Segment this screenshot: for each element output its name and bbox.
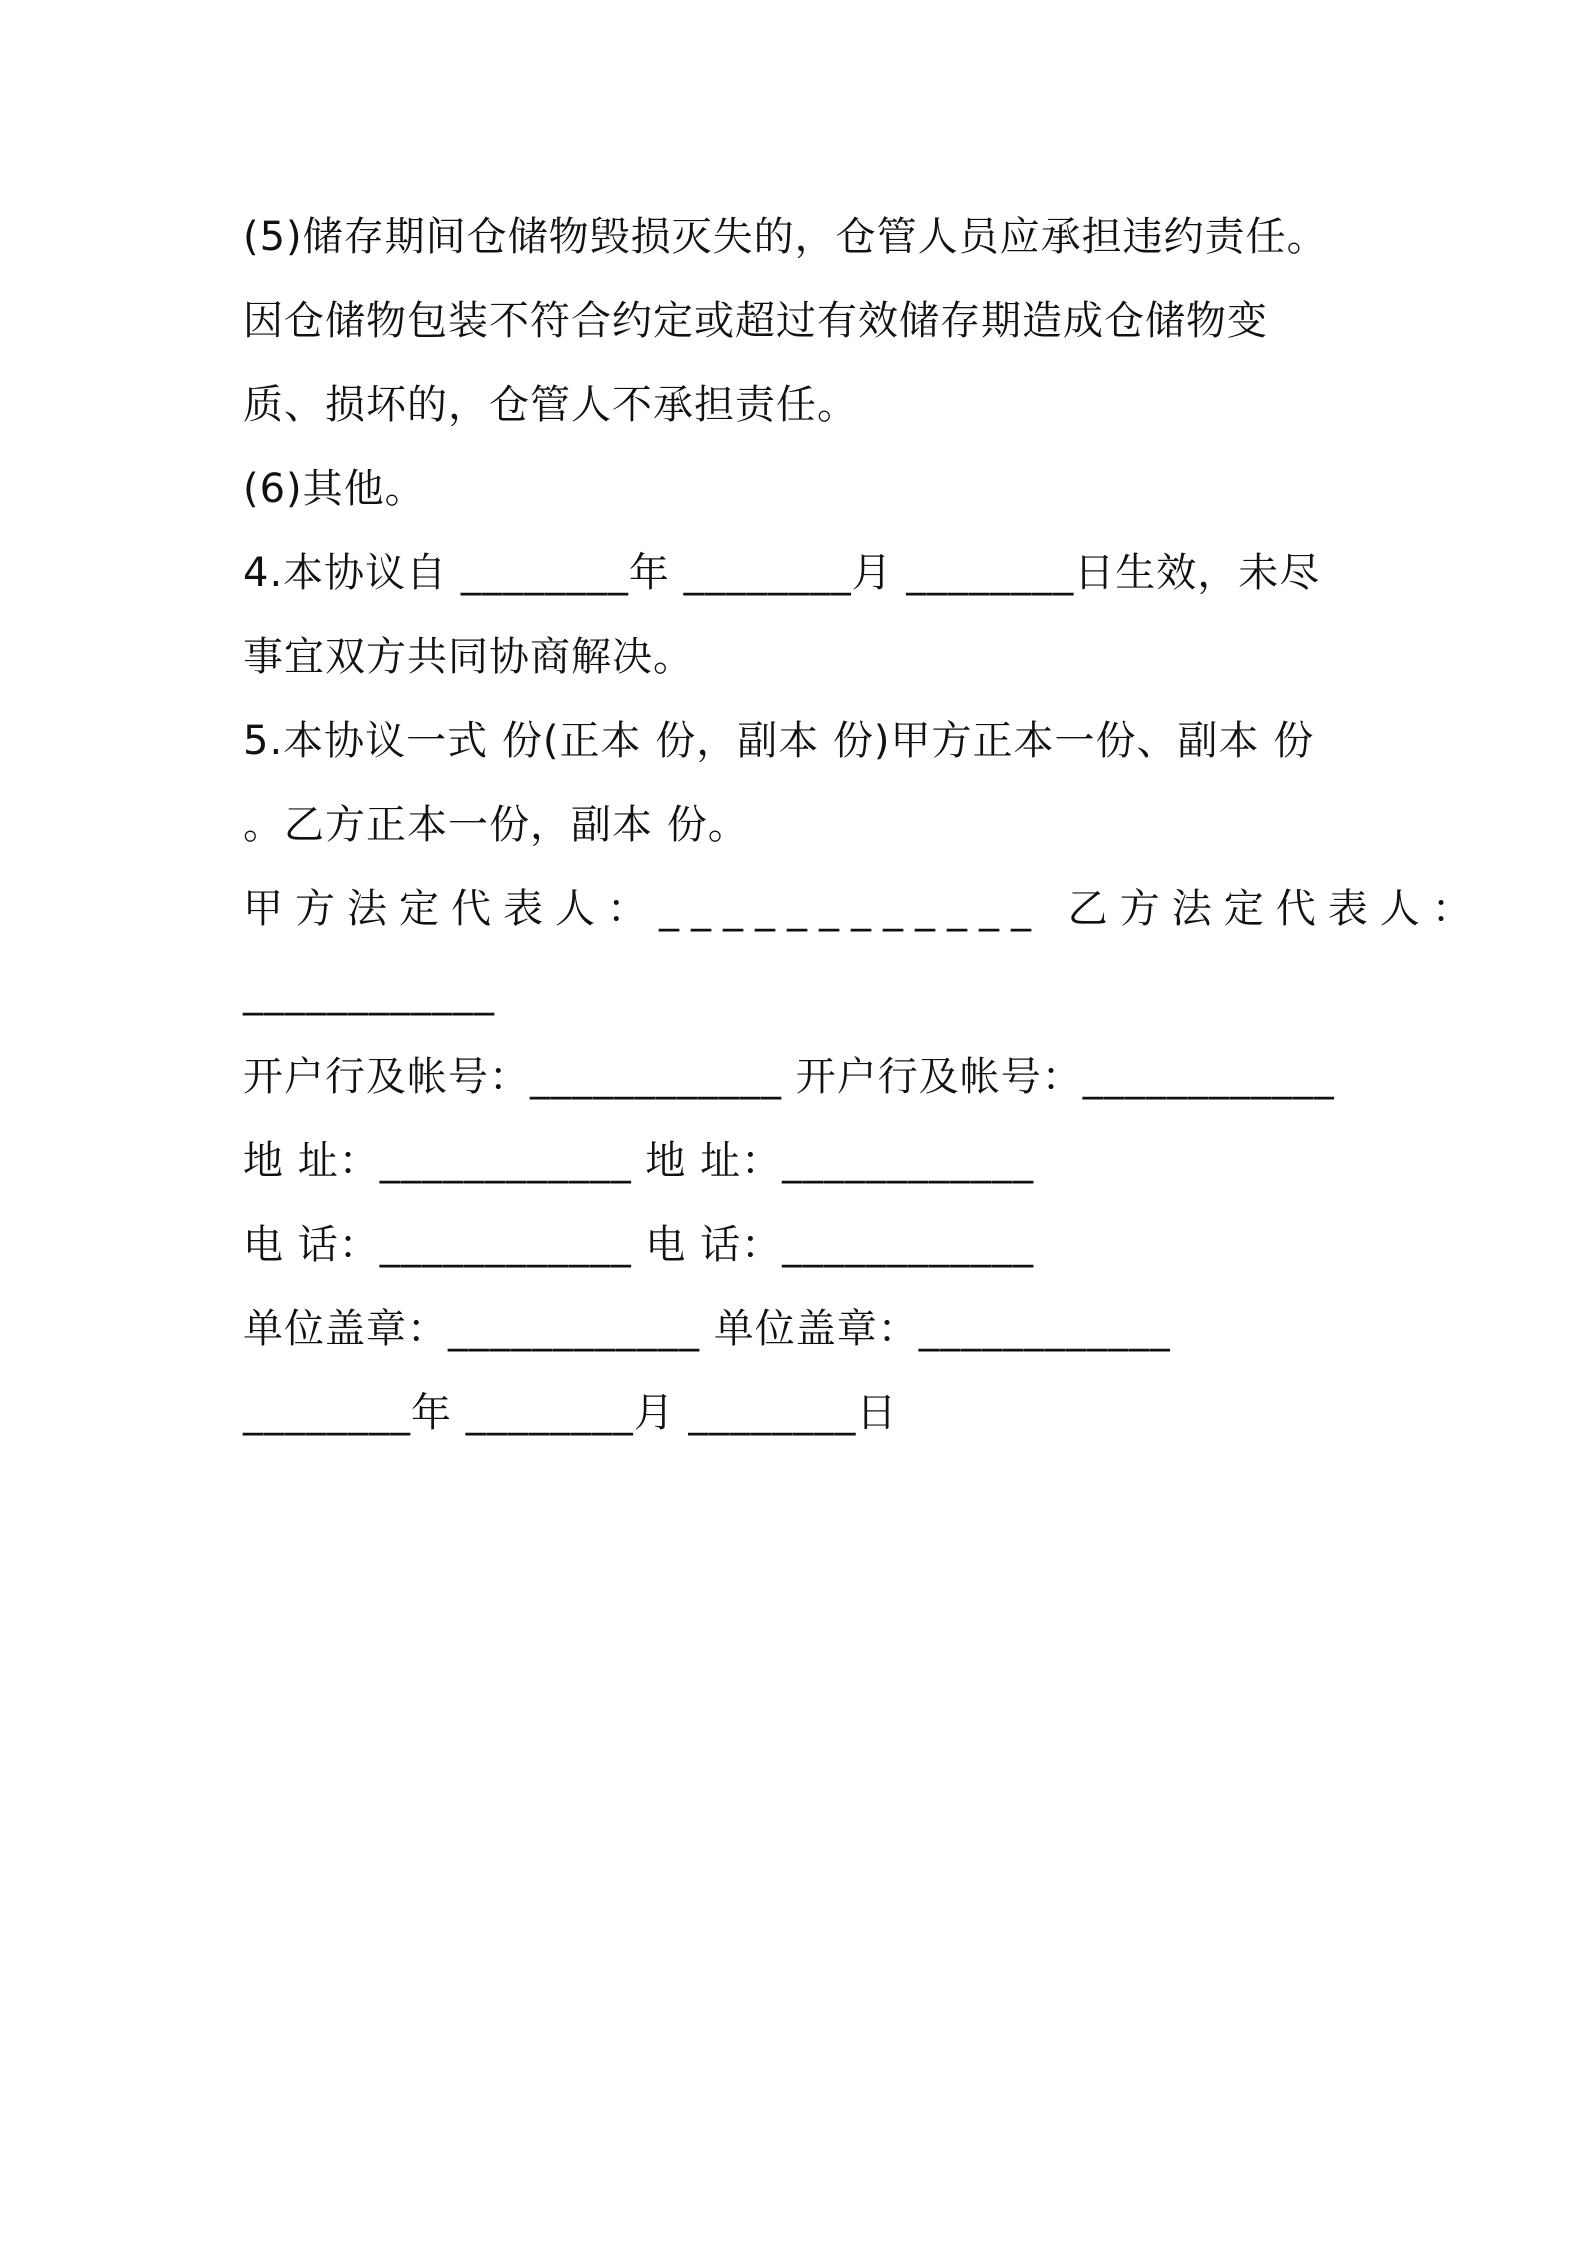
address-line: 地 址：____________ 地 址：____________: [243, 1138, 1035, 1184]
clause-5-5-line-1: (5)储存期间仓储物毁损灭失的，仓管人员应承担违约责任。: [243, 214, 1328, 260]
seal-line: 单位盖章：____________ 单位盖章：____________: [243, 1306, 1171, 1352]
clause-4-line-2: 事宜双方共同协商解决。: [243, 634, 694, 680]
clause-5-line-2: 。乙方正本一份，副本 份。: [243, 802, 749, 848]
document-body: [243, 195, 1484, 1455]
date-line: ________年 ________月 ________日: [243, 1390, 898, 1436]
legal-representative-blank: ____________: [243, 970, 495, 1016]
clause-5-5-line-3: 质、损坏的，仓管人不承担责任。: [243, 382, 858, 428]
clause-5-6: (6)其他。: [243, 466, 426, 512]
clause-5-5-line-2: 因仓储物包装不符合约定或超过有效储存期造成仓储物变: [243, 298, 1268, 344]
legal-representative-line: 甲方法定代表人：____________ 乙方法定代表人：: [243, 886, 1484, 932]
clause-5-line-1: 5.本协议一式 份(正本 份，副本 份)甲方正本一份、副本 份: [243, 718, 1315, 764]
bank-account-line: 开户行及帐号：____________ 开户行及帐号：____________: [243, 1054, 1335, 1100]
phone-line: 电 话：____________ 电 话：____________: [243, 1222, 1035, 1268]
clause-4-line-1: 4.本协议自 ________年 ________月 ________日生效，未尽: [243, 550, 1321, 596]
